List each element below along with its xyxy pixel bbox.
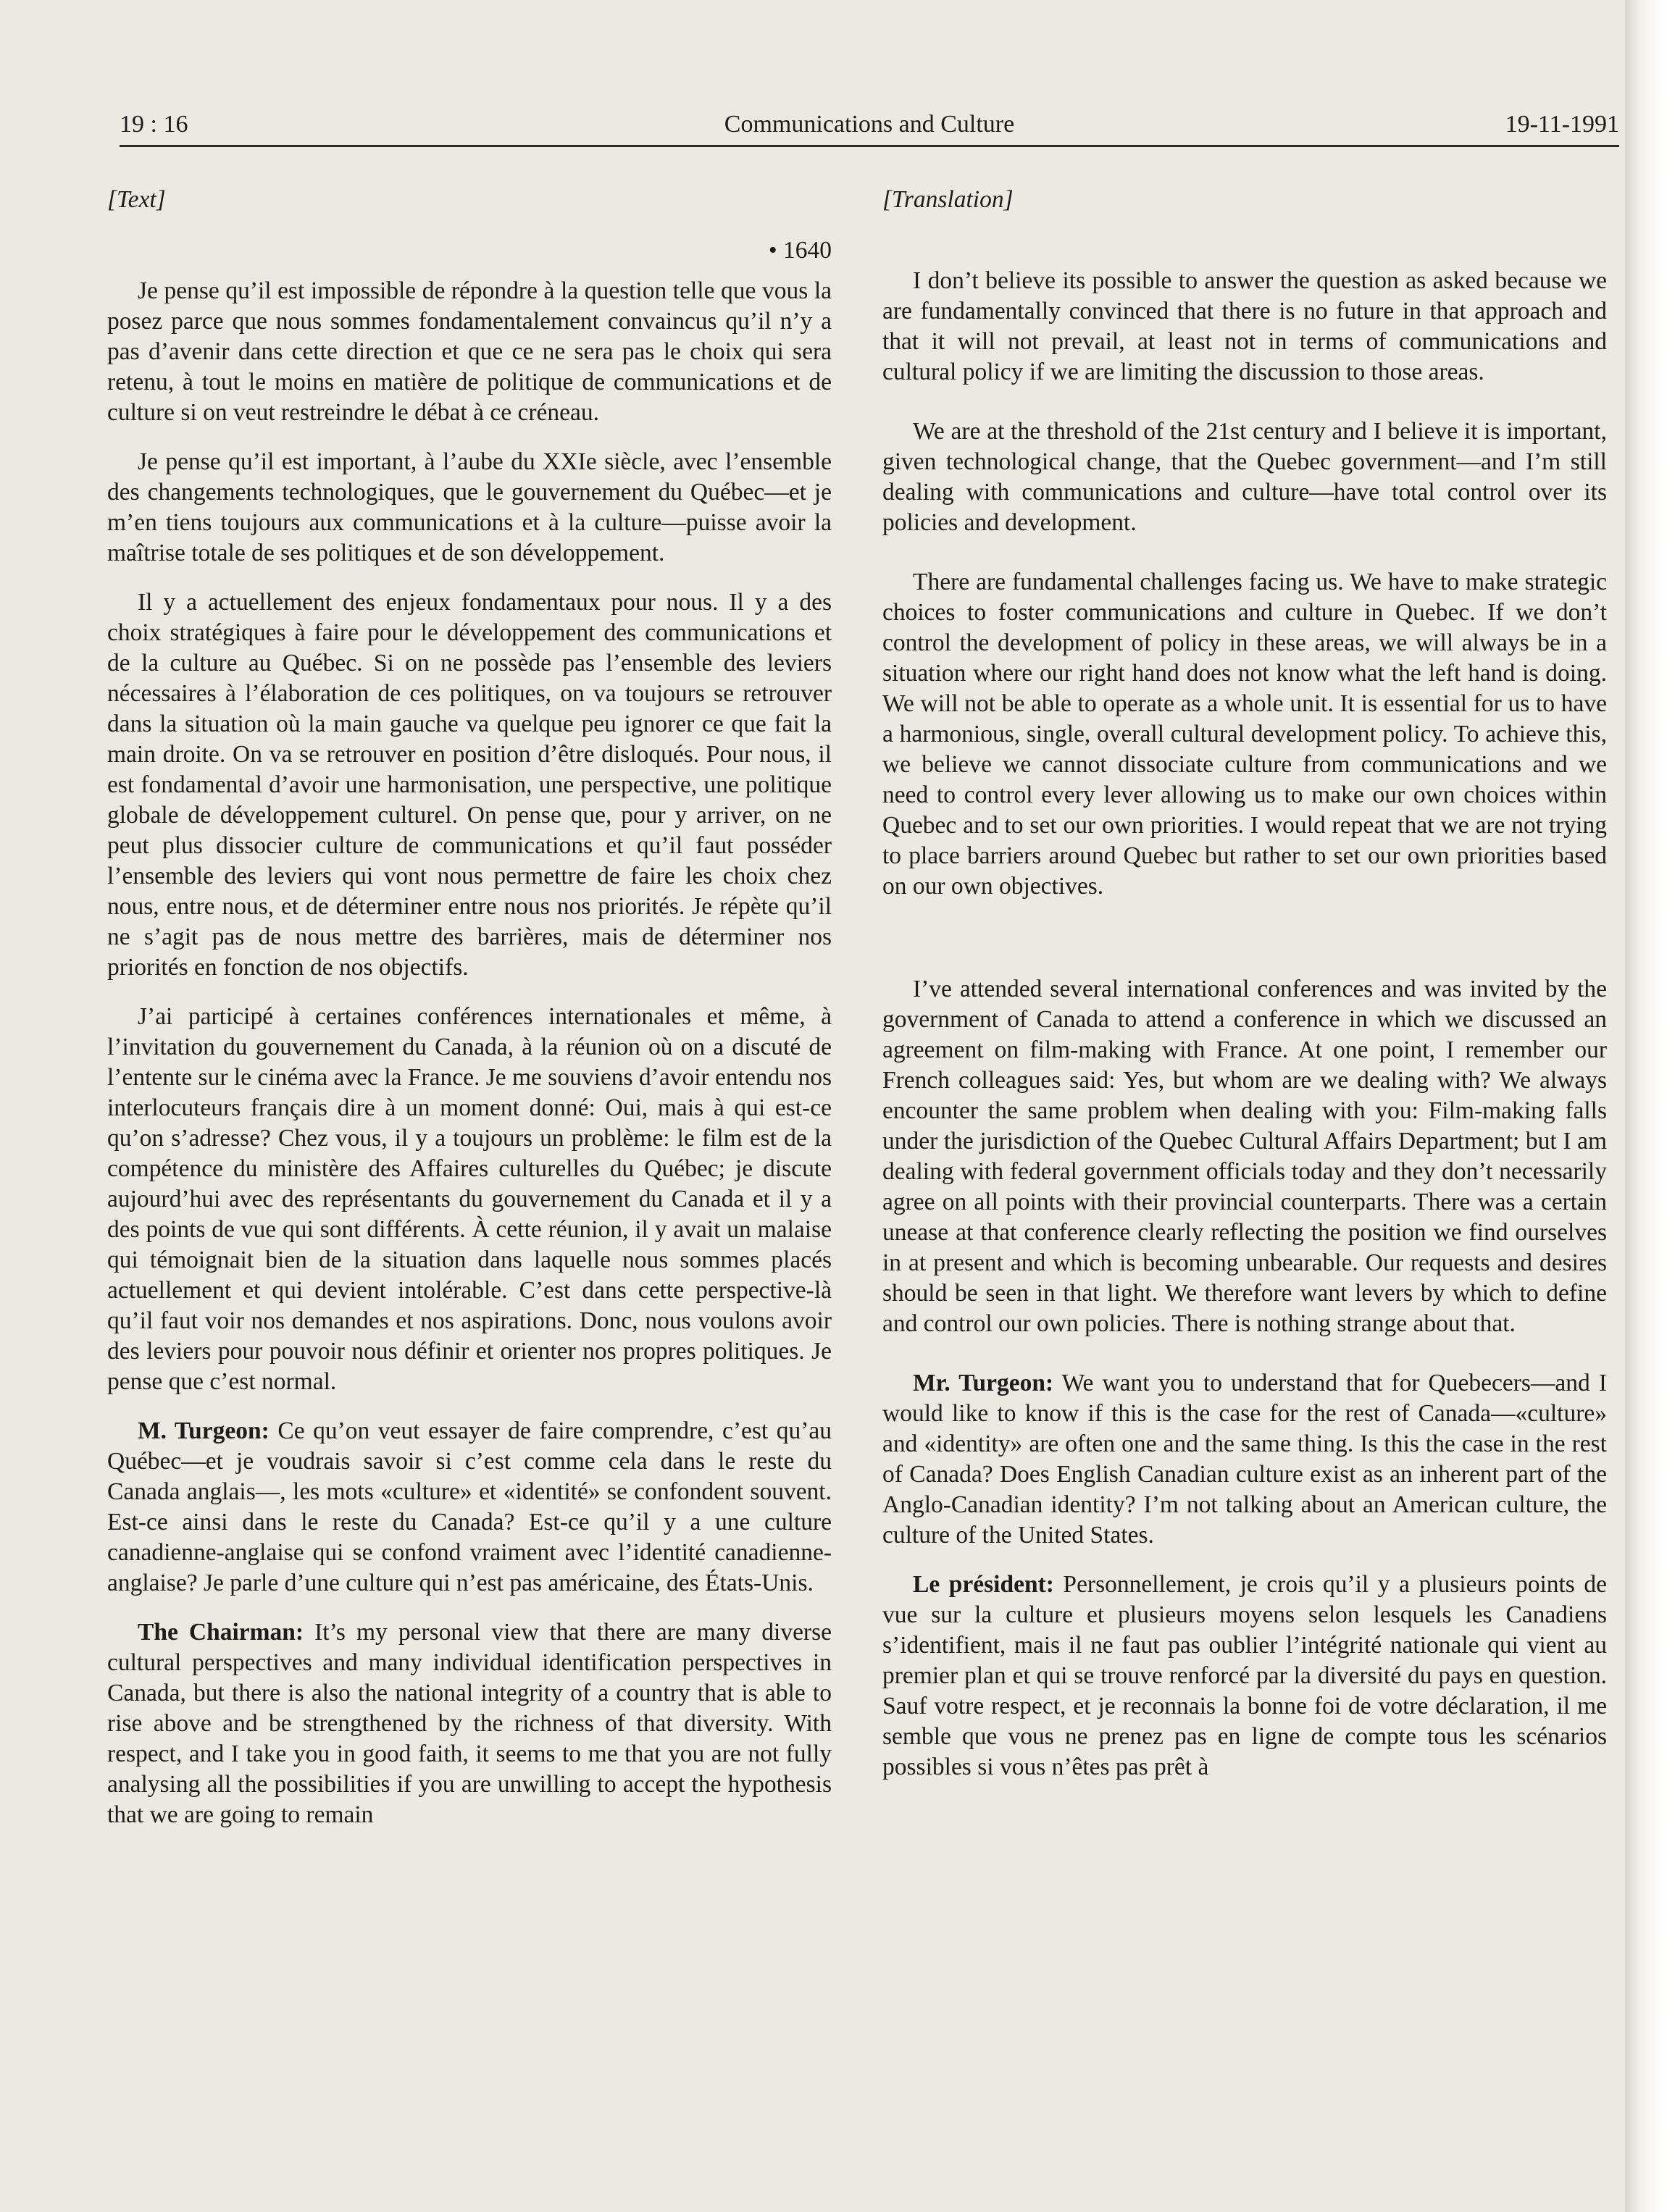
paragraph: There are fundamental challenges facing us. We have to make strategic choices to foster communications and culture in Quebec. If we don’t control the development of policy in these areas, we will always be in a situation where our right hand does not know what the left hand is doing. We will not be able to operate as a whole unit. It is essential for us to have a harmonious, single, overall cultural development policy. To achieve this, we believe we cannot dissociate culture from communications and we need to control every lever allowing us to make our own choices within Quebec and to set our own priorities. I would repeat that we are not trying to place barriers around Quebec but rather to set our own priorities based on our own objectives. (882, 569, 1607, 900)
speech-president-fr (882, 1570, 1607, 1782)
speaker-name: M. Turgeon: (138, 1417, 270, 1444)
text-tag: [Text] (107, 186, 166, 213)
speech-text: Personnellement, je crois qu’il y a plusieurs points de vue sur la culture et plusieurs moyens selon lesquels les Canadiens s’identifient, mais il ne faut pas oublier l’intégrité nationale qui vient au premier plan et qui se trouve renforcé par la diversité du pays en question. Sauf votre respect, et je reconnais la bonne foi de votre déclaration, il me semble que vous ne prenez pas en ligne de compte tous les scénarios possibles si vous n’êtes pas prêt à (882, 1571, 1607, 1780)
speaker-name: Mr. Turgeon: (913, 1370, 1054, 1396)
paragraph: We are at the threshold of the 21st century and I believe it is important, given technological change, that the Quebec government—and I’m still dealing with communications and culture—have total control over its policies and development. (882, 418, 1607, 536)
paragraph: Je pense qu’il est important, à l’aube du XXIe siècle, avec l’ensemble des changements technologiques, que le gouvernement du Québec—et je m’en tiens toujours aux communications et à la culture—puisse avoir la maîtrise totale de ses politiques et de son développement. (107, 448, 832, 566)
paragraph: Il y a actuellement des enjeux fondamentaux pour nous. Il y a des choix stratégiques à faire pour le développement des communications et de la culture au Québec. Si on ne possède pas l’ensemble des leviers nécessaires à l’élaboration de ces politiques, on va toujours se retrouver dans la situation où la main gauche va quelque peu ignorer ce que fait la main droite. On va se retrouver en position d’être disloqués. Pour nous, il est fondamental d’avoir une harmonisation, une perspective, une politique globale de développement culturel. On pense que, pour y arriver, on ne peut plus dissocier culture de communications et qu’il faut posséder l’ensemble des leviers qui vont nous permettre de faire les choix chez nous, entre nous, et de déterminer entre nous nos priorités. Je répète qu’il ne s’agit pas de nous mettre des barrières, mais de déterminer nos priorités en fonction de nos objectifs. (107, 589, 832, 981)
speech-text: It’s my personal view that there are many diverse cultural perspectives and many individual identification perspectives in Canada, but there is also the national integrity of a country that is able to rise above and be strengthened by the richness of that diversity. With respect, and I take you in good faith, it seems to me that you are not fully analysing all the possibilities if you are unwilling to accept the hypothesis that we are going to remain (107, 1619, 832, 1828)
speaker-name: Le président: (913, 1571, 1054, 1598)
time-marker: • 1640 (768, 237, 832, 264)
page-header (120, 109, 1619, 147)
translation-tag: [Translation] (882, 186, 1014, 213)
page-reference: 19 : 16 (120, 111, 188, 138)
paragraph: Je pense qu’il est impossible de répondre à la question telle que vous la posez parce que nous sommes fondamentalement convaincus qu’il n’y a pas d’avenir dans cette direction et que ce ne sera pas le choix qui sera retenu, à tout le moins en matière de politique de communications et de culture si on veut restreindre le débat à ce créneau. (107, 277, 832, 426)
speaker-name: The Chairman: (138, 1619, 304, 1646)
right-column-english (882, 185, 1607, 1801)
speech-chairman-en (107, 1617, 832, 1830)
speech-turgeon-en (882, 1368, 1607, 1551)
publication-title: Communications and Culture (724, 111, 1015, 138)
left-column-french (107, 185, 832, 1849)
publication-date: 19-11-1991 (1505, 111, 1619, 138)
speech-text: We want you to understand that for Quebecers—and I would like to know if this is the case for the rest of Canada—«culture» and «identity» are often one and the same thing. Is this the case in the rest of Canada? Does English Canadian culture exist as an inherent part of the Anglo-Canadian identity? I’m not talking about an American culture, the culture of the United States. (882, 1370, 1608, 1549)
speech-text: Ce qu’on veut essayer de faire comprendre, c’est qu’au Québec—et je voudrais savoir si c’est comme cela dans le reste du Canada anglais—, les mots «culture» et «identité» se confondent souvent. Est-ce ainsi dans le reste du Canada? Est-ce qu’il y a une culture canadienne-anglaise qui se confond vraiment avec l’identité canadienne-anglaise? Je parle d’une culture qui n’est pas américaine, des États-Unis. (107, 1417, 832, 1596)
paragraph: I don’t believe its possible to answer the question as asked because we are fundamentally convinced that there is no future in that approach and that it will not prevail, at least not in terms of communications and cultural policy if we are limiting the discussion to those areas. (882, 267, 1607, 385)
speech-turgeon-fr (107, 1416, 832, 1599)
paragraph: J’ai participé à certaines conférences internationales et même, à l’invitation du gouvernement du Canada, à la réunion où on a discuté de l’entente sur le cinéma avec la France. Je me souviens d’avoir entendu nos interlocuteurs français dire à un moment donné: Oui, mais à qui est-ce qu’on s’adresse? Chez vous, il y a toujours un problème: le film est de la compétence du ministère des Affaires culturelles du Québec; je discute aujourd’hui avec des représentants du gouvernement du Canada et il y a des points de vue qui sont différents. À cette réunion, il y avait un malaise qui témoignait bien de la situation dans laquelle nous sommes placés actuellement et qui devient intolérable. C’est dans cette perspective-là qu’il faut voir nos demandes et nos aspirations. Donc, nous voulons avoir des leviers pour pouvoir nous définir et orienter nos propres politiques. Je pense que c’est normal. (107, 1003, 832, 1395)
paragraph: I’ve attended several international conferences and was invited by the government of Canada to attend a conference in which we discussed an agreement on film-making with France. At one point, I remember our French colleagues said: Yes, but whom are we dealing with? We always encounter the same problem when dealing with you: Film-making falls under the jurisdiction of the Quebec Cultural Affairs Department; but I am dealing with federal government officials today and they don’t necessarily agree on all points with their provincial counterparts. There was a certain unease at that conference clearly reflecting the position we find ourselves in at present and which is becoming unbearable. Our requests and desires should be seen in that light. We therefore want levers by which to define and control our own policies. There is nothing strange about that. (882, 976, 1607, 1337)
page-edge (1625, 0, 1667, 2212)
